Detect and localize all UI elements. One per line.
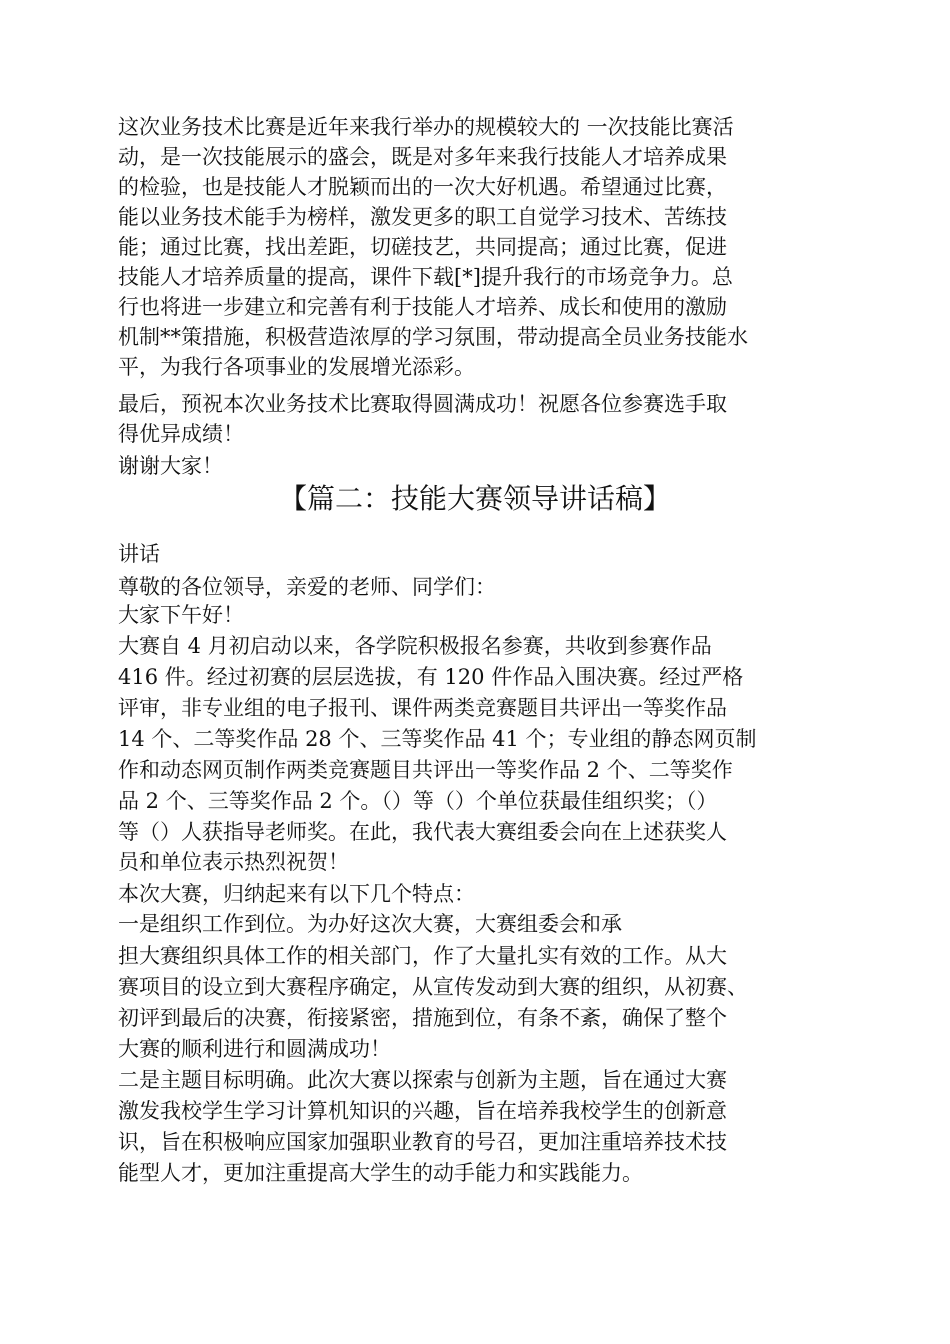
- paragraph-line: 这次业务技术比赛是近年来我行举办的规模较大的 一次技能比赛活: [118, 115, 734, 139]
- paragraph-line: 初评到最后的决赛，衔接紧密，措施到位，有条不紊，确保了整个: [118, 1006, 727, 1030]
- paragraph-line: 等（）人获指导老师奖。在此，我代表大赛组委会向在上述获奖人: [118, 820, 727, 844]
- paragraph-line: 技能人才培养质量的提高，课件下载[*]提升我行的市场竞争力。总: [118, 265, 733, 289]
- paragraph-line: 担大赛组织具体工作的相关部门，作了大量扎实有效的工作。从大: [118, 944, 727, 968]
- paragraph-line: 赛项目的设立到大赛程序确定，从宣传发动到大赛的组织，从初赛、: [118, 975, 748, 999]
- paragraph-line: 大赛自 4 月初启动以来，各学院积极报名参赛，共收到参赛作品: [118, 634, 712, 658]
- paragraph-line: 最后，预祝本次业务技术比赛取得圆满成功！祝愿各位参赛选手取: [118, 392, 727, 416]
- paragraph-line: 能以业务技术能手为榜样，激发更多的职工自觉学习技术、苦练技: [118, 205, 727, 229]
- paragraph-line: 大赛的顺利进行和圆满成功！: [118, 1037, 391, 1061]
- paragraph-line: 机制**策措施，积极营造浓厚的学习氛围，带动提高全员业务技能水: [118, 325, 748, 349]
- paragraph-line: 作和动态网页制作两类竞赛题目共评出一等奖作品 2 个、二等奖作: [118, 758, 733, 782]
- paragraph-line: 评审，非专业组的电子报刊、课件两类竞赛题目共评出一等奖作品: [118, 696, 727, 720]
- paragraph-line: 一是组织工作到位。为办好这次大赛，大赛组委会和承: [118, 912, 622, 936]
- paragraph-line: 讲话: [118, 542, 160, 566]
- paragraph-line: 能；通过比赛，找出差距，切磋技艺，共同提高；通过比赛，促进: [118, 235, 727, 259]
- paragraph-line: 品 2 个、三等奖作品 2 个。（）等（）个单位获最佳组织奖；（）: [118, 789, 718, 813]
- paragraph-line: 谢谢大家！: [118, 454, 223, 478]
- paragraph-line: 识，旨在积极响应国家加强职业教育的号召，更加注重培养技术技: [118, 1130, 727, 1154]
- paragraph-line: 尊敬的各位领导，亲爱的老师、同学们：: [118, 575, 496, 599]
- section-title: 【篇二：技能大赛领导讲话稿】: [278, 482, 671, 515]
- paragraph-line: 激发我校学生学习计算机知识的兴趣，旨在培养我校学生的创新意: [118, 1099, 727, 1123]
- paragraph-line: 能型人才，更加注重提高大学生的动手能力和实践能力。: [118, 1161, 643, 1185]
- paragraph-line: 二是主题目标明确。此次大赛以探索与创新为主题，旨在通过大赛: [118, 1068, 727, 1092]
- paragraph-line: 动，是一次技能展示的盛会，既是对多年来我行技能人才培养成果: [118, 145, 727, 169]
- paragraph-line: 员和单位表示热烈祝贺！: [118, 850, 349, 874]
- paragraph-line: 416 件。经过初赛的层层选拔，有 120 件作品入围决赛。经过严格: [118, 665, 744, 689]
- paragraph-line: 得优异成绩！: [118, 422, 244, 446]
- paragraph-line: 大家下午好！: [118, 603, 244, 627]
- paragraph-line: 平，为我行各项事业的发展增光添彩。: [118, 355, 475, 379]
- paragraph-line: 14 个、二等奖作品 28 个、三等奖作品 41 个；专业组的静态网页制: [118, 727, 757, 751]
- paragraph-line: 行也将进一步建立和完善有利于技能人才培养、成长和使用的激励: [118, 295, 727, 319]
- paragraph-line: 本次大赛，归纳起来有以下几个特点：: [118, 882, 475, 906]
- paragraph-line: 的检验，也是技能人才脱颖而出的一次大好机遇。希望通过比赛，: [118, 175, 727, 199]
